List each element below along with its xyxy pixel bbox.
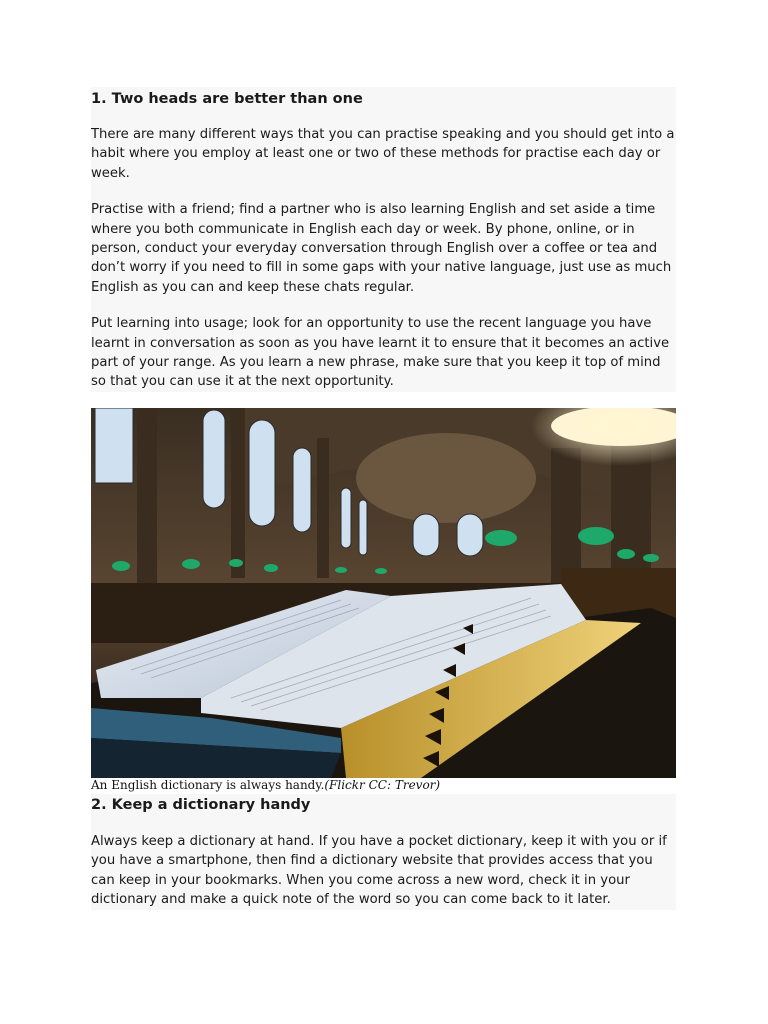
section-2-heading: 2. Keep a dictionary handy	[91, 797, 311, 813]
section-1-heading: 1. Two heads are better than one	[91, 91, 363, 107]
section-2-paragraph-1: Always keep a dictionary at hand. If you have a pocket dictionary, keep it with you or if you have a smartphone, then find a dictionary website that provides access that you can keep in your bookmarks. When you come across a new word, check it in your dictionary and make a quick note of the word so you can come back to it later.	[91, 834, 667, 908]
section-1-paragraph-3: Put learning into usage; look for an opportunity to use the recent language you have learnt in conversation as soon as you have learnt it to ensure that it becomes an active part of your range. As you learn a new phrase, make sure that you keep it top of mind so that you can use it at the next opportunity.	[91, 316, 670, 390]
dictionary-library-photo	[91, 408, 676, 778]
section-1-paragraph-2: Practise with a friend; find a partner who is also learning English and set aside a time where you both communicate in English each day or week. By phone, online, or in person, conduct your everyday conversation through English over a coffee or tea and don’t worry if you need to fill in some gaps with your native language, just use as much English as you can and keep these chats regular.	[91, 202, 672, 295]
caption-credit: (Flickr CC: Trevor)	[324, 778, 441, 792]
section-1-paragraph-1: There are many different ways that you can practise speaking and you should get into a habit where you employ at least one or two of these methods for practise each day or week.	[91, 127, 675, 181]
section-2	[91, 794, 676, 910]
caption-text: An English dictionary is always handy.	[91, 778, 325, 792]
section-1	[91, 87, 676, 392]
photo-caption	[91, 777, 676, 793]
